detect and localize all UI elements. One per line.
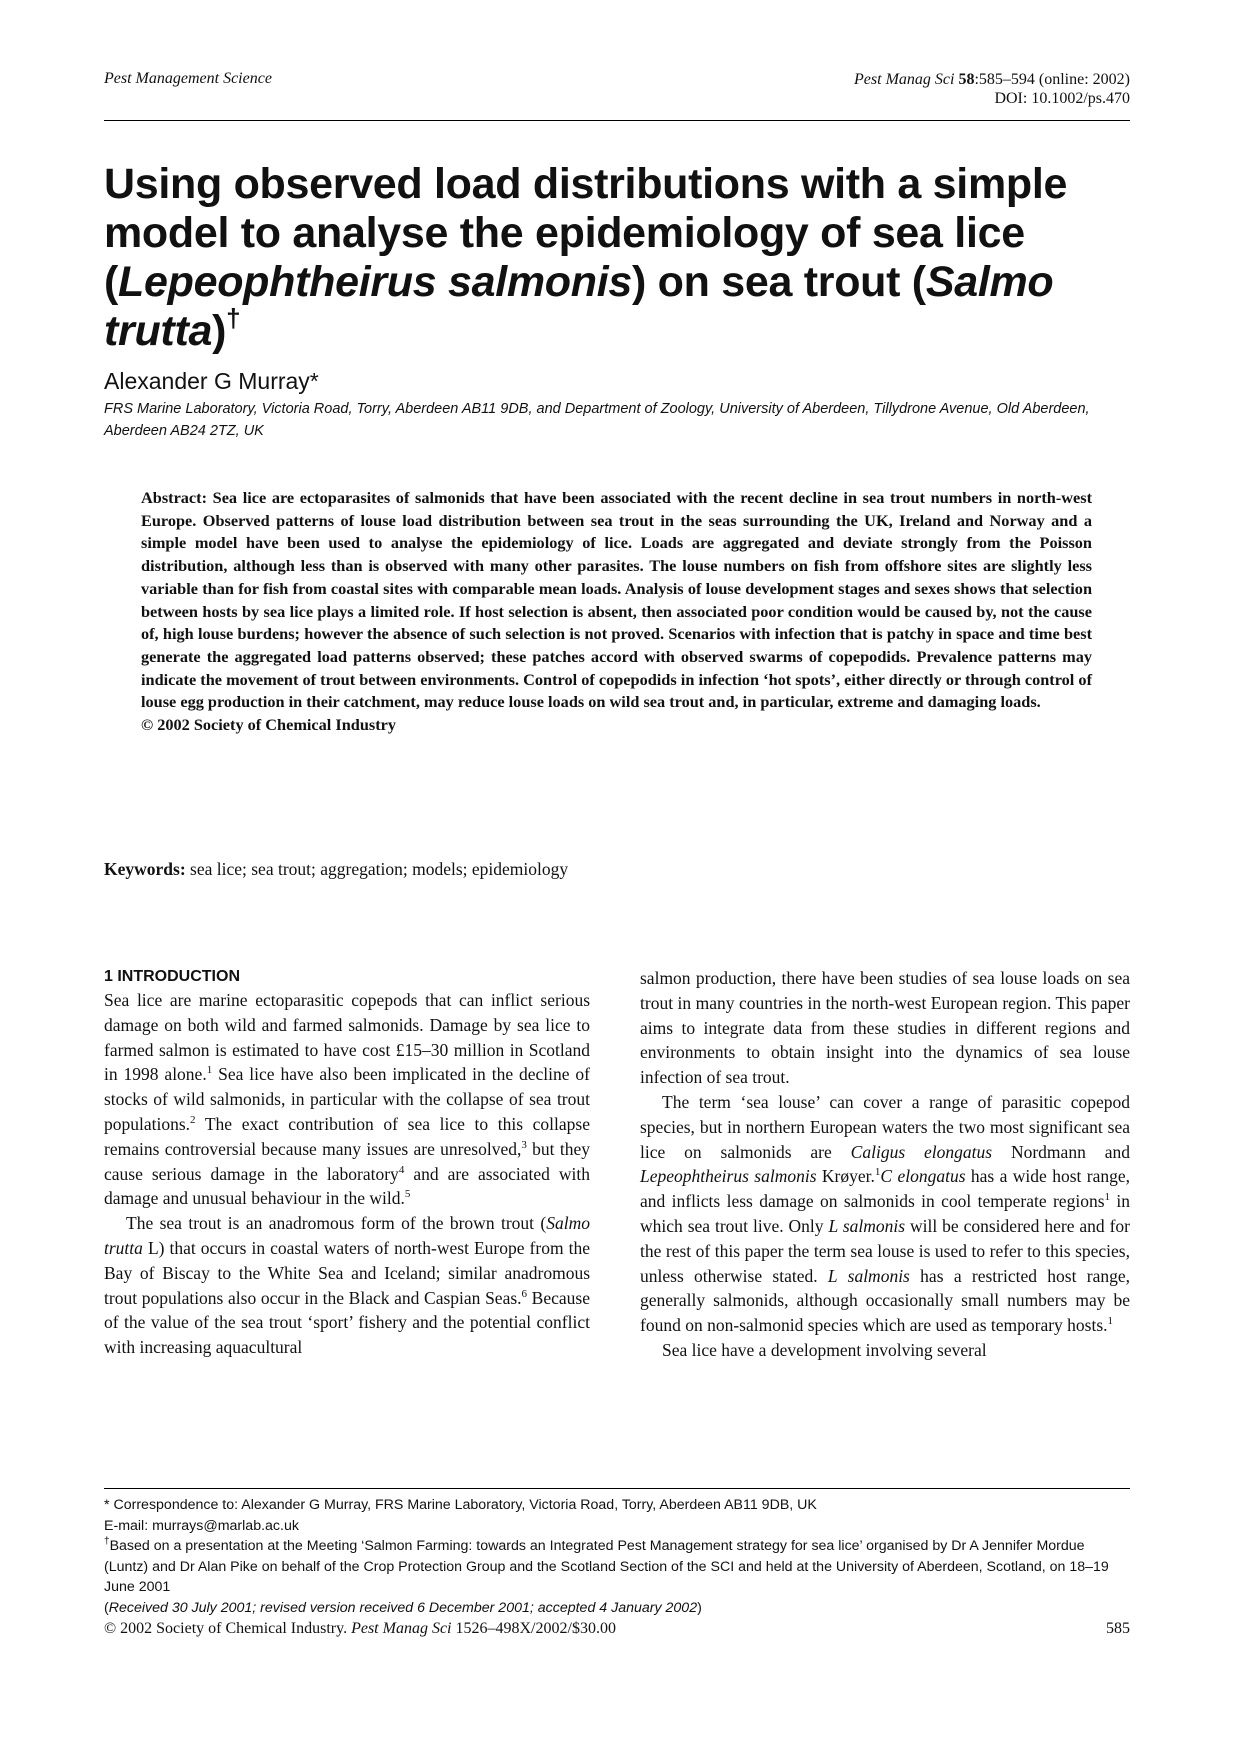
abstract bbox=[141, 487, 1092, 737]
ref-1[interactable]: 1 bbox=[1104, 1191, 1110, 1204]
title-species-salmo: Salmo trutta bbox=[104, 258, 1054, 355]
doi[interactable]: DOI: 10.1002/ps.470 bbox=[994, 90, 1130, 107]
body-column-left bbox=[104, 966, 590, 1360]
ref-1[interactable]: 1 bbox=[874, 1166, 881, 1179]
footnote-received: (Received 30 July 2001; revised version received 6 December 2001; accepted 4 January 2002) bbox=[104, 1599, 702, 1616]
title-species-lepeophtheirus: Lepeophtheirus salmonis bbox=[118, 258, 633, 306]
abstract-text: Abstract: Sea lice are ectoparasites of salmonids that have been associated with the recent decline in sea trout numbers in north-west Europe. Observed patterns of louse load distribution between sea trout in the seas surrounding the UK, Ireland and Norway and a simple model have been used to analyse the epidemiology of lice. Loads are aggregated and deviate strongly from the Poisson distribution, although less than is observed with many other parasites. The louse numbers on fish from offshore sites are slightly less variable than for fish from coastal sites with comparable mean loads. Analysis of louse development stages and sexes shows that selection between hosts by sea lice plays a limited role. If host selection is absent, then associated poor condition would be caused by, not the cause of, high louse burdens; however the absence of such selection is not proved. Scenarios with infection that is patchy in space and time best generate the aggregated load patterns observed; these patches accord with observed swarms of copepodids. Prevalence patterns may indicate the movement of trout between environments. Control of copepodids in infection ‘hot spots’, either directly or through control of louse egg production in their catchment, may reduce louse loads on wild sea trout and, in particular, extreme and damaging loads. bbox=[141, 488, 1092, 712]
running-header-citation bbox=[854, 70, 1130, 108]
keywords-text: sea lice; sea trout; aggregation; models; epidemiology bbox=[190, 859, 569, 879]
ref-1[interactable]: 1 bbox=[1107, 1315, 1114, 1328]
paragraph-1: Sea lice are marine ectoparasitic copepods that can inflict serious damage on both wild and farmed salmonids. Damage by sea lice to farmed salmon is estimated to have cost £15–30 million in Scotland in 1998 alone.$^1$ Sea lice have also been implicated in the decline of stocks of wild salmonids, in particular with the collapse of sea trout populations.$^2$ The exact contribution of sea lice to this collapse remains controversial because many issues are unresolved,$^3$ but they cause serious damage in the laboratory$^4$ and are associated with damage and unusual behaviour in the wild.$^5$ bbox=[104, 990, 591, 1209]
body-column-right bbox=[640, 966, 1130, 1363]
ref-2[interactable]: 2 bbox=[190, 1113, 196, 1126]
ref-6[interactable]: 6 bbox=[521, 1287, 528, 1300]
ref-3[interactable]: 3 bbox=[521, 1138, 527, 1151]
article-title: Using observed load distributions with a simple model to analyse the epidemiology of sea lice (Lepeophtheirus salmonis) on sea trout (Salmo trutta)† bbox=[104, 160, 1068, 355]
citation-volume: 58 bbox=[958, 71, 975, 88]
keywords-label: Keywords: bbox=[104, 859, 186, 879]
page-footer-copyright: © 2002 Society of Chemical Industry. Pest Manag Sci 1526–498X/2002/$30.00 bbox=[104, 1620, 616, 1637]
citation-journal: Pest Manag Sci bbox=[854, 71, 955, 88]
title-dagger: † bbox=[226, 303, 241, 333]
section-heading-introduction: 1 INTRODUCTION bbox=[104, 968, 240, 985]
paragraph-2: The sea trout is an anadromous form of the brown trout (Salmo trutta L) that occurs in coastal waters of north-west Europe from the Bay of Biscay to the White Sea and Iceland; similar anadromous trout populations also occur in the Black and Caspian Seas.$^6$ Because of the value of the sea trout ‘sport’ fishery and the potential conflict with increasing aquacultural bbox=[104, 1213, 590, 1358]
ref-1[interactable]: 1 bbox=[206, 1064, 213, 1077]
footnote-correspondence: * Correspondence to: Alexander G Murray, FRS Marine Laboratory, Victoria Road, Torry, Aberdeen AB11 9DB, UK bbox=[104, 1497, 817, 1513]
paragraph-3: salmon production, there have been studies of sea louse loads on sea trout in many countries in the north-west European region. This paper aims to integrate data from these studies in different regions and environments to obtain insight into the dynamics of sea louse infection of sea trout. bbox=[640, 968, 1130, 1088]
ref-5[interactable]: 5 bbox=[404, 1188, 411, 1201]
page-number: 585 bbox=[1106, 1620, 1130, 1637]
footnote-rule bbox=[104, 1488, 1130, 1489]
author-affiliation: FRS Marine Laboratory, Victoria Road, Torry, Aberdeen AB11 9DB, and Department of Zoology, University of Aberdeen, Tillydrone Avenue, Old Aberdeen, Aberdeen AB24 2TZ, UK bbox=[104, 401, 1090, 439]
footnotes bbox=[104, 1495, 1130, 1618]
header-rule bbox=[104, 120, 1130, 121]
paragraph-5: Sea lice have a development involving several bbox=[662, 1339, 987, 1360]
paragraph-4: The term ‘sea louse’ can cover a range of parasitic copepod species, but in northern European waters the two most significant sea lice on salmonids are Caligus elongatus Nordmann and Lepeophtheirus salmonis Krøyer.$^1$C elongatus has a wide host range, and inflicts less damage on salmonids in cool temperate regions$^1$ in which sea trout live. Only L salmonis will be considered here and for the rest of this paper the term sea louse is used to refer to this species, unless otherwise stated. L salmonis has a restricted host range, generally salmonids, although occasionally small numbers may be found on non-salmonid species which are used as temporary hosts.$^1$ bbox=[640, 1091, 1131, 1336]
keywords bbox=[104, 859, 568, 880]
abstract-copyright: © 2002 Society of Chemical Industry bbox=[141, 715, 397, 735]
citation-pages: :585–594 (online: 2002) bbox=[974, 71, 1130, 88]
footnote-presentation: †Based on a presentation at the Meeting ‘Salmon Farming: towards an Integrated Pest Management strategy for sea lice’ organised by Dr A Jennifer Mordue (Luntz) and Dr Alan Pike on behalf of the Crop Protection Group and the Scotland Section of the SCI and held at the University of Aberdeen, Scotland, on 18–19 June 2001 bbox=[104, 1536, 1109, 1595]
running-header-journal: Pest Management Science bbox=[104, 70, 272, 87]
ref-4[interactable]: 4 bbox=[398, 1163, 405, 1176]
author-name: Alexander G Murray* bbox=[104, 368, 319, 394]
footnote-email[interactable]: E-mail: murrays@marlab.ac.uk bbox=[104, 1517, 299, 1534]
